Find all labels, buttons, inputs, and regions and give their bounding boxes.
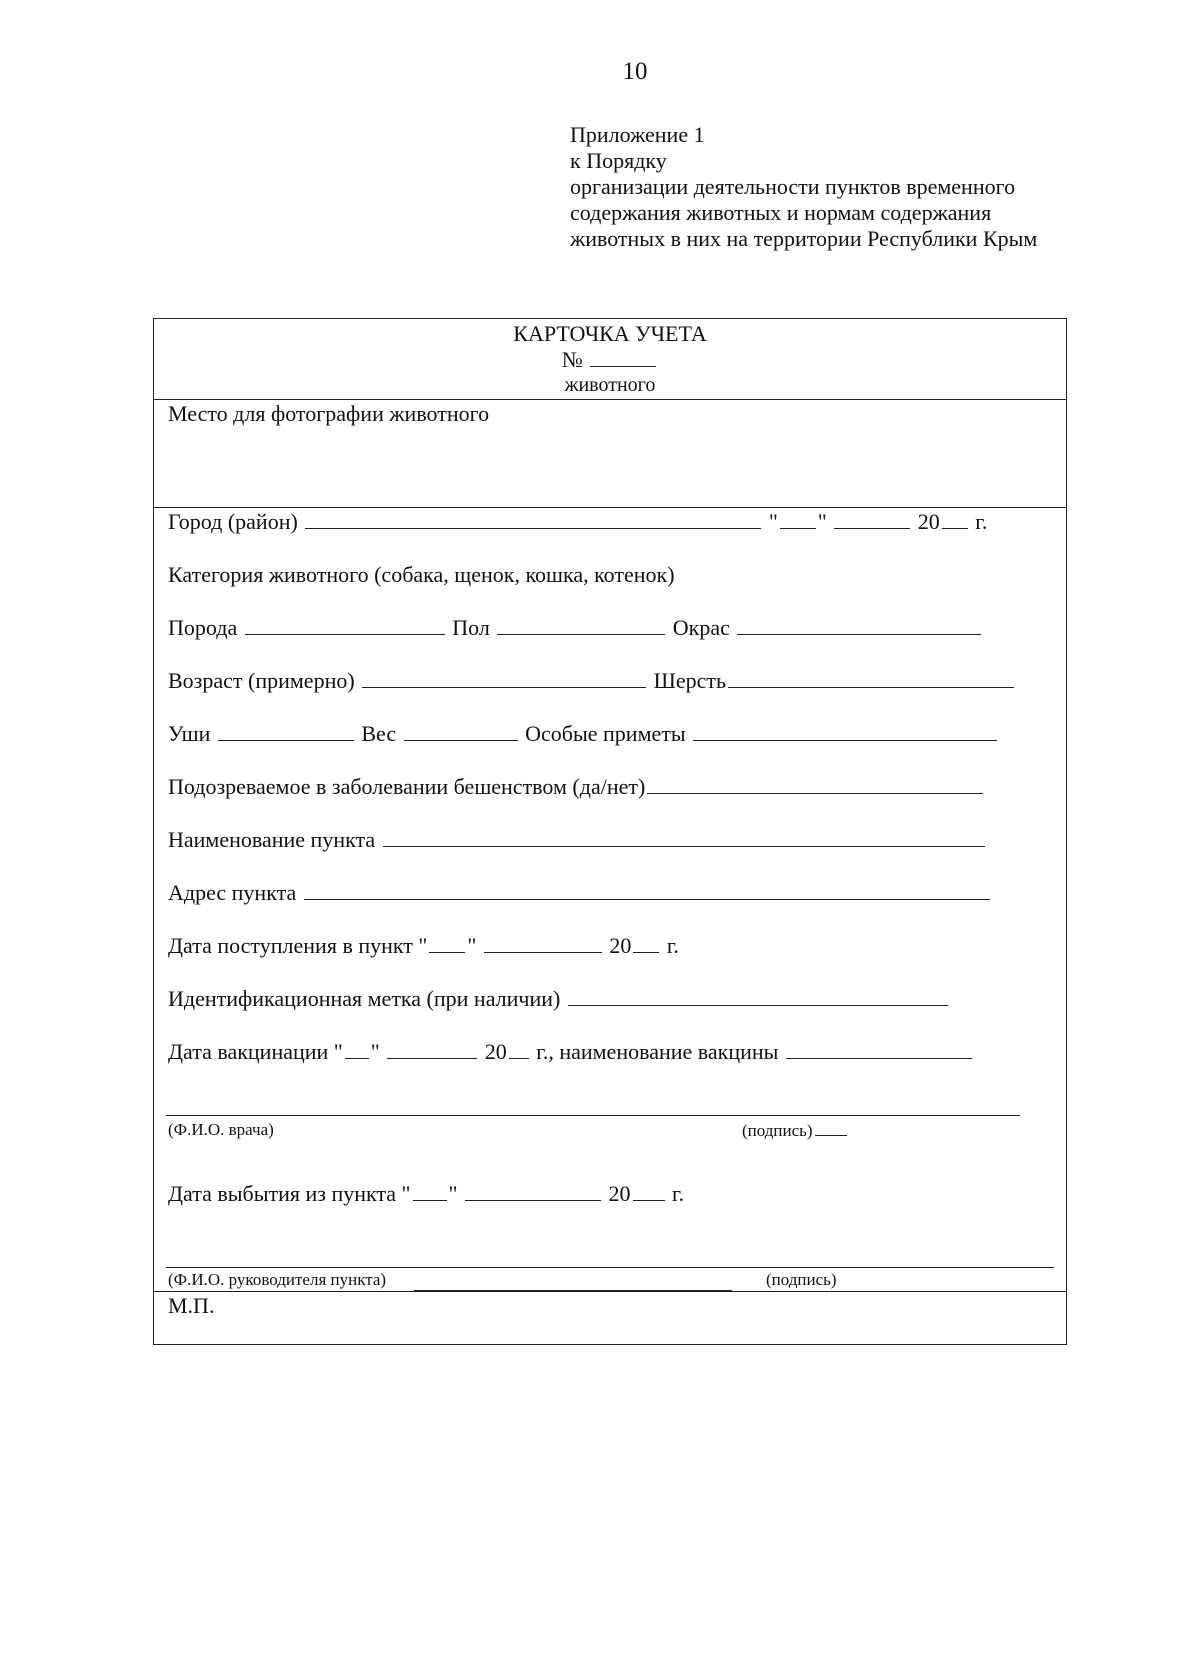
quote-mark: "	[768, 509, 778, 534]
divider	[154, 1291, 1066, 1292]
year-suffix: г.	[666, 933, 679, 958]
vaccination-year-field[interactable]	[509, 1040, 529, 1059]
head-signature-label: (подпись)	[766, 1270, 837, 1289]
card-number-field[interactable]	[590, 348, 656, 367]
year-prefix: 20	[917, 509, 940, 534]
city-field[interactable]	[305, 510, 761, 529]
age-row	[168, 668, 1016, 694]
arrival-month-field[interactable]	[484, 934, 602, 953]
quote-mark: "	[370, 1039, 380, 1064]
breed-field[interactable]	[245, 616, 445, 635]
head-label: (Ф.И.О. руководителя пункта)	[168, 1270, 387, 1289]
appendix-line: к Порядку	[570, 148, 667, 173]
category-row: Категория животного (собака, щенок, кошка, котенок)	[168, 562, 675, 587]
year-prefix: 20	[609, 933, 632, 958]
departure-year-field[interactable]	[633, 1182, 665, 1201]
arrival-label: Дата поступления в пункт "	[168, 933, 428, 958]
doctor-signature	[742, 1120, 849, 1141]
departure-month-field[interactable]	[465, 1182, 601, 1201]
month-field[interactable]	[834, 510, 910, 529]
breed-label: Порода	[168, 615, 238, 640]
city-label: Город (район)	[168, 509, 298, 534]
rabies-label: Подозреваемое в заболевании бешенством (да/нет)	[168, 774, 646, 799]
day-field[interactable]	[780, 510, 816, 529]
appendix-block	[570, 122, 1037, 252]
doctor-label: (Ф.И.О. врача)	[168, 1120, 274, 1139]
fur-field[interactable]	[728, 669, 1014, 688]
point-address-row	[168, 880, 992, 906]
arrival-year-field[interactable]	[633, 934, 659, 953]
point-address-field[interactable]	[304, 881, 990, 900]
vaccine-name-label: г., наименование вакцины	[536, 1039, 779, 1064]
quote-mark: "	[467, 933, 477, 958]
ears-label: Уши	[168, 721, 211, 746]
card-number	[154, 347, 1066, 373]
marks-label: Особые приметы	[525, 721, 686, 746]
head-name-field[interactable]	[166, 1267, 1054, 1268]
age-label: Возраст (примерно)	[168, 668, 355, 693]
year-field[interactable]	[942, 510, 968, 529]
quote-mark: "	[448, 1181, 458, 1206]
appendix-line: Приложение 1	[570, 122, 705, 147]
sex-field[interactable]	[497, 616, 665, 635]
doctor-signature-field[interactable]	[815, 1120, 847, 1136]
appendix-line: организации деятельности пунктов временного	[570, 174, 1016, 199]
ears-field[interactable]	[218, 722, 354, 741]
photo-area[interactable]	[154, 399, 1066, 507]
id-row	[168, 986, 950, 1012]
point-name-label: Наименование пункта	[168, 827, 376, 852]
year-prefix: 20	[608, 1181, 631, 1206]
rabies-field[interactable]	[647, 775, 983, 794]
number-sign: №	[561, 347, 583, 372]
doctor-name-field[interactable]	[166, 1115, 1020, 1116]
point-name-row	[168, 827, 987, 853]
departure-row	[168, 1181, 684, 1207]
marks-field[interactable]	[693, 722, 997, 741]
card-subtitle: животного	[564, 374, 656, 396]
point-name-field[interactable]	[383, 828, 985, 847]
weight-label: Вес	[361, 721, 397, 746]
point-address-label: Адрес пункта	[168, 880, 297, 905]
vaccination-month-field[interactable]	[387, 1040, 477, 1059]
arrival-row	[168, 933, 679, 959]
vaccination-row	[168, 1039, 974, 1065]
photo-placeholder-label: Место для фотографии животного	[168, 401, 490, 426]
fur-label: Шерсть	[653, 668, 727, 693]
weight-field[interactable]	[404, 722, 518, 741]
city-row	[168, 509, 987, 535]
appendix-line: содержания животных и нормам содержания	[570, 200, 992, 225]
sex-label: Пол	[452, 615, 490, 640]
year-suffix: г.	[975, 509, 988, 534]
breed-row	[168, 615, 983, 641]
year-suffix: г.	[672, 1181, 685, 1206]
year-prefix: 20	[484, 1039, 507, 1064]
stamp-label: М.П.	[168, 1293, 215, 1318]
color-label: Окрас	[672, 615, 730, 640]
rabies-row	[168, 774, 985, 800]
id-label: Идентификационная метка (при наличии)	[168, 986, 561, 1011]
departure-day-field[interactable]	[413, 1182, 447, 1201]
color-field[interactable]	[737, 616, 981, 635]
quote-mark: "	[817, 509, 827, 534]
arrival-day-field[interactable]	[429, 934, 465, 953]
divider	[154, 507, 1066, 508]
age-field[interactable]	[362, 669, 646, 688]
vaccination-label: Дата вакцинации "	[168, 1039, 343, 1064]
departure-label: Дата выбытия из пункта "	[168, 1181, 411, 1206]
appendix-line: животных в них на территории Республики Крым	[570, 226, 1038, 251]
page-number: 10	[622, 58, 648, 85]
ears-row	[168, 721, 999, 747]
signature-label: (подпись)	[742, 1121, 813, 1140]
registration-card	[153, 318, 1067, 1345]
id-field[interactable]	[568, 987, 948, 1006]
vaccine-name-field[interactable]	[786, 1040, 972, 1059]
vaccination-day-field[interactable]	[345, 1040, 369, 1059]
card-title: КАРТОЧКА УЧЕТА	[513, 321, 707, 346]
